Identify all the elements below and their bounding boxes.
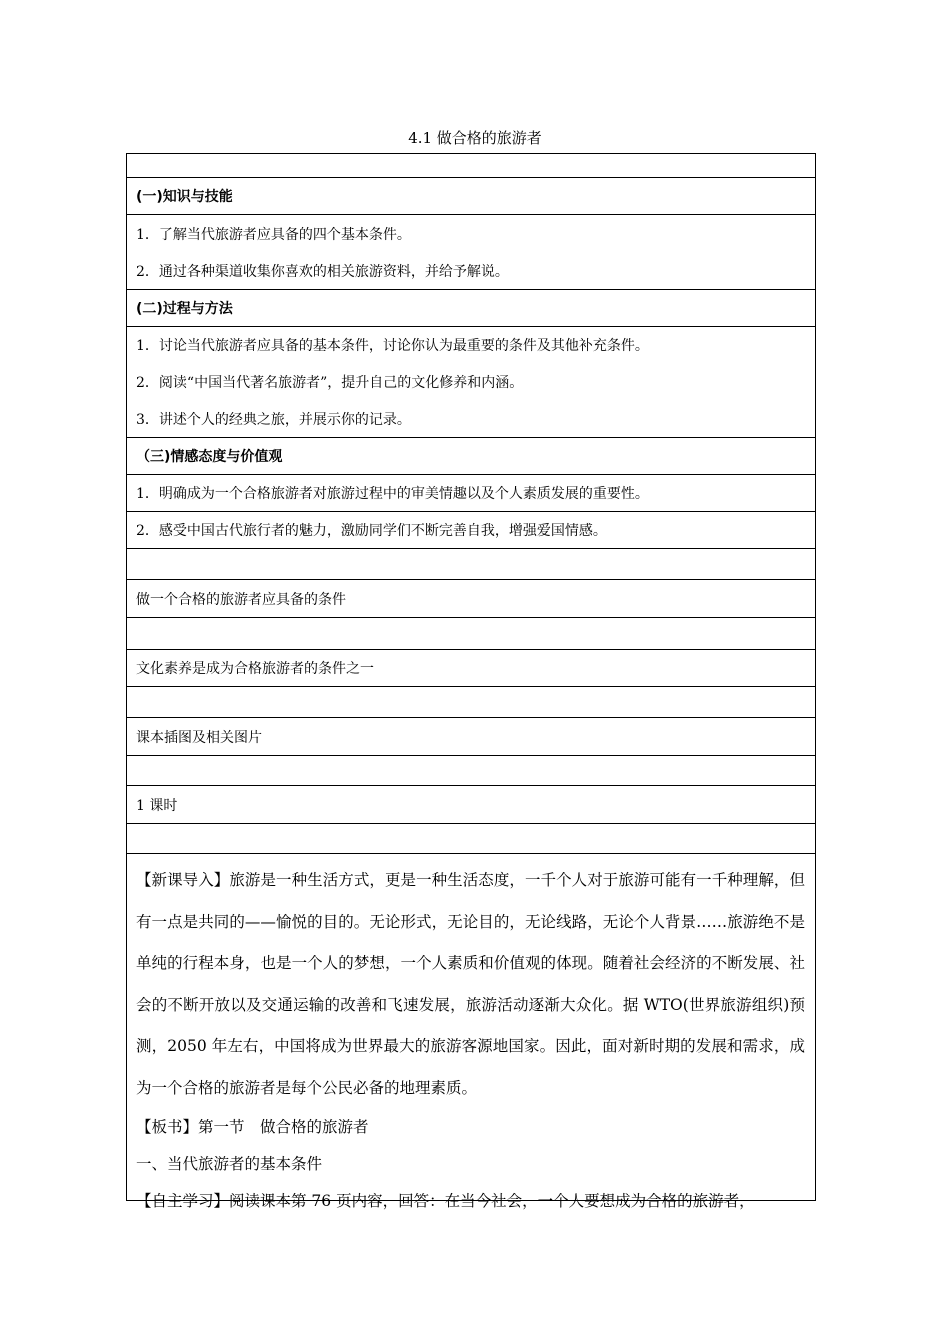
list-item: 1．讨论当代旅游者应具备的基本条件，讨论你认为最重要的条件及其他补充条件。 — [136, 338, 649, 355]
empty-row — [127, 549, 815, 580]
empty-row — [127, 154, 815, 178]
lesson-plan-table — [126, 153, 816, 1210]
section-body-knowledge — [127, 215, 815, 290]
list-item: 3．讲述个人的经典之旅，并展示你的记录。 — [136, 411, 411, 428]
teaching-process — [127, 854, 815, 1210]
lesson-intro-paragraph: 【新课导入】旅游是一种生活方式，更是一种生活态度，一千个人对于旅游可能有一千种理解，但有一点是共同的——愉悦的目的。无论形式，无论目的，无论线路，无论个人背景……旅游绝不是单纯的行程本身，也是一个人的梦想，一个人素质和价值观的体现。随着社会经济的不断发展、社会的不断开放以及交通运输的改善和飞速发展，旅游活动逐渐大众化。据 WTO(世界旅游组织)预测，2050 年左右，中国将成为世界最大的旅游客源地国家。因此，面对新时期的发展和需求，成为一个合格的旅游者是每个公民必备的地理素质。 — [136, 871, 805, 1097]
class-hours: 1 课时 — [127, 786, 815, 824]
key-point: 做一个合格的旅游者应具备的条件 — [127, 580, 815, 618]
list-item: 2．通过各种渠道收集你喜欢的相关旅游资料，并给予解说。 — [136, 263, 509, 280]
document-title: 4.1 做合格的旅游者 — [408, 129, 542, 147]
empty-row — [127, 824, 815, 854]
list-item: 1．了解当代旅游者应具备的四个基本条件。 — [136, 226, 411, 243]
difficult-point: 文化素养是成为合格旅游者的条件之一 — [127, 650, 815, 687]
board-note: 【板书】第一节 做合格的旅游者 — [136, 1118, 369, 1136]
list-item: 2．阅读“中国当代著名旅游者”，提升自己的文化修养和内涵。 — [136, 375, 524, 391]
section-heading-process: (二)过程与方法 — [127, 290, 815, 327]
empty-row — [127, 687, 815, 718]
list-item: 2．感受中国古代旅行者的魅力，激励同学们不断完善自我，增强爱国情感。 — [127, 512, 815, 549]
subheading: 一、当代旅游者的基本条件 — [136, 1155, 323, 1173]
section-body-process — [127, 327, 815, 438]
empty-row — [127, 756, 815, 786]
section-heading-attitude: （三)情感态度与价值观 — [127, 438, 815, 475]
section-heading-knowledge: (一)知识与技能 — [127, 178, 815, 215]
self-study-prompt: 【自主学习】阅读课本第 76 页内容，回答：在当今社会，一个人要想成为合格的旅游者， — [136, 1192, 755, 1210]
teaching-aids: 课本插图及相关图片 — [127, 718, 815, 756]
empty-row — [127, 618, 815, 650]
list-item: 1．明确成为一个合格旅游者对旅游过程中的审美情趣以及个人素质发展的重要性。 — [127, 475, 815, 512]
